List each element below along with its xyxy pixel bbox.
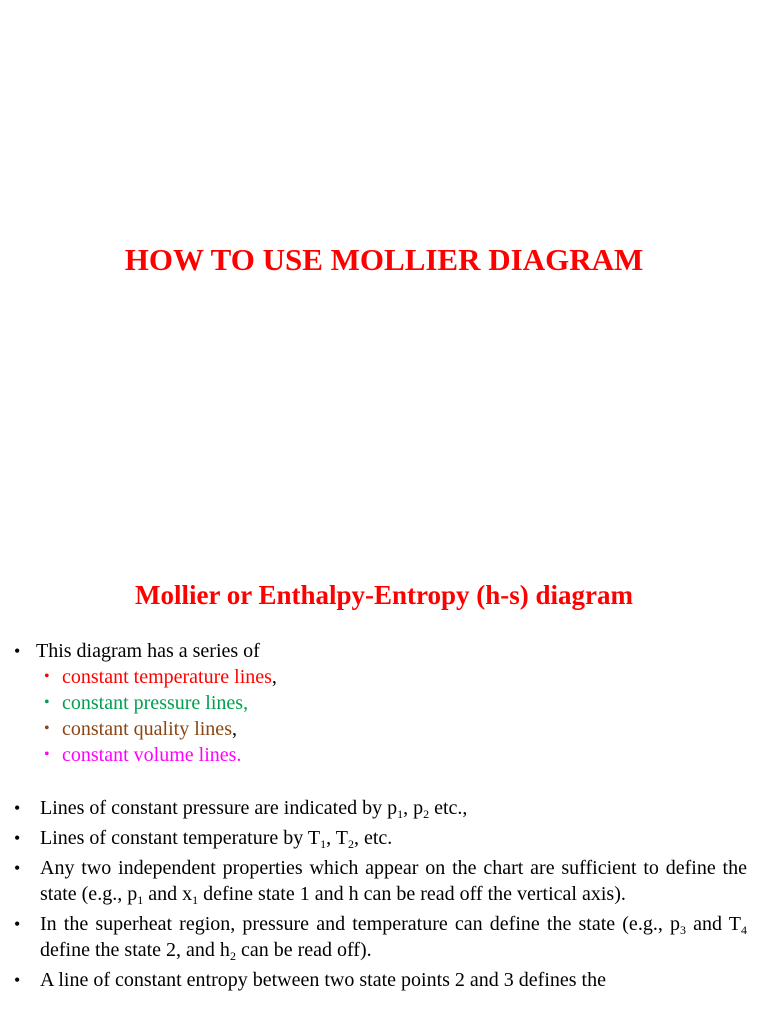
bullet-dot-icon: • <box>14 970 21 990</box>
point-text: Lines of constant pressure are indicated by $p_1$, $p_2$ etc., <box>40 797 468 821</box>
pressure-lines-label: constant pressure lines, <box>62 692 249 714</box>
list-item-temperature: • constant temperature lines, <box>44 666 277 688</box>
section-subtitle: Mollier or Enthalpy-Entropy (h-s) diagram <box>134 580 634 610</box>
point-text: A line of constant entropy between two state points 2 and 3 defines the <box>40 969 606 991</box>
temperature-lines-label: constant temperature lines <box>62 666 272 688</box>
list-item <box>14 855 747 907</box>
quality-lines-label: constant quality lines <box>62 718 232 740</box>
bullet-dot-icon: • <box>44 720 50 737</box>
list-item <box>14 795 747 821</box>
page-title: HOW TO USE MOLLIER DIAGRAM <box>124 242 644 277</box>
point-text: Any two independent properties which appear on the chart are sufficient to define the state (e.g., $p_1$ and $x_1$ define state 1 and h can be read off the vertical axis). <box>40 857 747 907</box>
point-text: Lines of constant temperature by $T_1$, $T_2$, etc. <box>40 827 393 851</box>
list-item <box>14 825 747 851</box>
list-item <box>14 967 747 993</box>
line-types-list <box>14 664 754 768</box>
bullet-dot-icon: • <box>44 746 50 763</box>
bullet-dot-icon: • <box>14 828 21 848</box>
volume-lines-label: constant volume lines. <box>62 744 242 766</box>
intro-bullet <box>14 638 754 664</box>
bullet-dot-icon: • <box>44 668 50 685</box>
bullet-dot-icon: • <box>14 798 21 818</box>
list-item-volume <box>44 742 754 768</box>
intro-text: This diagram has a series of <box>36 640 260 662</box>
list-item-quality: • constant quality lines, <box>44 718 237 740</box>
bullet-dot-icon: • <box>14 641 21 661</box>
bullet-dot-icon: • <box>14 914 21 934</box>
list-item-pressure <box>44 690 754 716</box>
bullet-dot-icon: • <box>44 694 50 711</box>
list-item <box>14 911 747 963</box>
bullet-dot-icon: • <box>14 858 21 878</box>
explanation-list <box>14 795 747 997</box>
intro-block <box>14 638 754 768</box>
point-text: In the superheat region, pressure and temperature can define the state (e.g., $p_3$ and $T_4$ define the state 2, and $h_2$ can be read off). <box>40 913 747 963</box>
